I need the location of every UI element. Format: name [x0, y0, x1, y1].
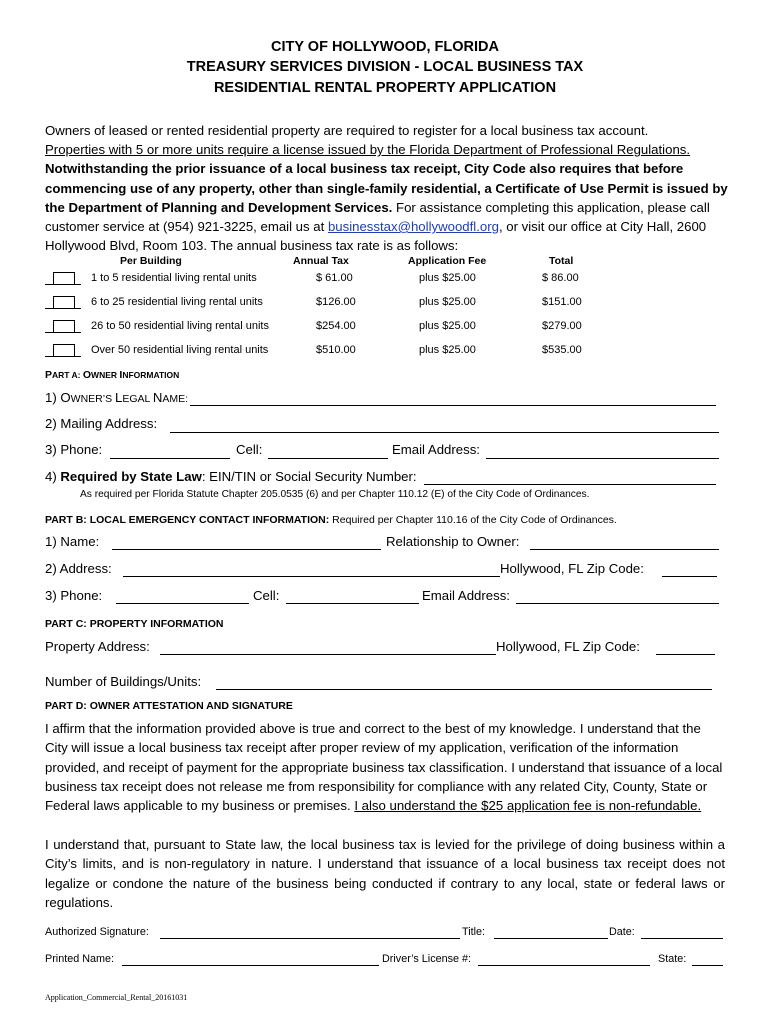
rate-fee: plus $25.00: [419, 272, 476, 284]
date-label: Date:: [609, 926, 635, 938]
intro-office: , or visit our office at City Hall, 2600 Hollywood Blvd, Room 103. The annual business tax rate is as follows:: [45, 219, 707, 254]
contact-zip-field[interactable]: [662, 576, 717, 577]
rate-fee: plus $25.00: [419, 296, 476, 308]
attestation-paragraph: I affirm that the information provided above is true and correct to the best of my knowledge. I understand that the City will issue a local business tax receipt after proper review of my application, verification of the information provided, and receipt of payment for the appropriate business tax classification. I understand that issuance of a local business tax receipt does not release me from responsibility for compliance with any related City, County, State or Federal laws applicable to my business or premises. I also understand the $25 application fee is non-refundable.: [45, 721, 723, 814]
owner-email-field[interactable]: [486, 458, 719, 459]
intro-assistance: For assistance completing this application, please call customer service at (954) 921-3225, email us at: [45, 199, 710, 235]
title-field[interactable]: [494, 938, 608, 939]
drivers-license-field[interactable]: [478, 965, 650, 966]
contact-phone-field[interactable]: [116, 603, 249, 604]
printed-name-label: Printed Name:: [45, 953, 115, 965]
rate-header-total: Total: [549, 255, 574, 267]
contact-email-field[interactable]: [516, 603, 719, 604]
ein-label: 4) Required by State Law: EIN/TIN or Social Security Number:: [45, 469, 417, 484]
intro-line-license: Properties with 5 or more units require a license issued by the Florida Department of Professional Regulations.: [45, 142, 691, 158]
footer-filename: Application_Commercial_Rental_20161031: [45, 993, 188, 1002]
contact-address-label: 2) Address:: [45, 561, 112, 576]
property-address-label: Property Address:: [45, 639, 150, 654]
signature-label: Authorized Signature:: [45, 926, 149, 938]
owner-legal-name-label: 1) OWNER’S LEGAL NAME:: [45, 390, 189, 405]
relationship-field[interactable]: [530, 549, 719, 550]
rate-header-per-building: Per Building: [120, 255, 182, 267]
owner-cell-label: Cell:: [236, 442, 263, 457]
state-label: State:: [658, 953, 687, 965]
contact-email-label: Email Address:: [422, 588, 510, 603]
rate-annual-tax: $254.00: [316, 320, 356, 332]
header-division: TREASURY SERVICES DIVISION - LOCAL BUSINESS TAX: [186, 59, 584, 75]
property-city-label: Hollywood, FL Zip Code:: [496, 639, 640, 654]
title-label: Title:: [462, 926, 485, 938]
drivers-license-label: Driver’s License #:: [382, 953, 472, 965]
rate-fee: plus $25.00: [419, 344, 476, 356]
rate-label: Over 50 residential living rental units: [91, 344, 269, 356]
ein-statute-note: As required per Florida Statute Chapter 205.0535 (6) and per Chapter 110.12 (E) of the City Code of Ordinances.: [80, 489, 590, 500]
owner-phone-label: 3) Phone:: [45, 442, 103, 457]
state-law-paragraph: I understand that, pursuant to State law, the local business tax is levied for the privilege of doing business within a City’s limits, and is non-regulatory in nature. I understand that issuance of a local business tax receipt does not legalize or condone the nature of the business being conducted if contrary to any local, state or federal laws or regulations.: [45, 837, 725, 910]
part-b-title: PART B: LOCAL EMERGENCY CONTACT INFORMATION: Required per Chapter 110.16 of the City Code of Ordinances.: [45, 514, 617, 526]
mailing-address-field[interactable]: [170, 432, 719, 433]
owner-cell-field[interactable]: [268, 458, 388, 459]
ein-field[interactable]: [424, 484, 716, 485]
rate-header-application-fee: Application Fee: [408, 255, 487, 267]
rate-header-annual-tax: Annual Tax: [293, 255, 349, 267]
rate-fee: plus $25.00: [419, 320, 476, 332]
owner-legal-name-field[interactable]: [190, 405, 716, 406]
contact-phone-label: 3) Phone:: [45, 588, 103, 603]
rate-row-1: [45, 272, 745, 292]
state-field[interactable]: [692, 965, 723, 966]
contact-address-field[interactable]: [123, 576, 500, 577]
date-field[interactable]: [641, 938, 723, 939]
contact-cell-label: Cell:: [253, 588, 280, 603]
rate-annual-tax: $126.00: [316, 296, 356, 308]
rate-row-2: [45, 296, 745, 316]
rate-total: $535.00: [542, 344, 582, 356]
part-a-title: PART A: OWNER INFORMATION: [45, 369, 180, 381]
header-form-title: RESIDENTIAL RENTAL PROPERTY APPLICATION: [213, 80, 557, 96]
owner-phone-field[interactable]: [110, 458, 230, 459]
intro-certificate-notice: Notwithstanding the prior issuance of a local business tax receipt, City Code also requires that before commencing use of any property, other than single-family residential, a Certificate of Use Permit is issued by the Department of Planning and Development Services.: [45, 161, 728, 215]
signature-field[interactable]: [160, 938, 460, 939]
mailing-address-label: 2) Mailing Address:: [45, 416, 158, 431]
rate-annual-tax: $ 61.00: [316, 272, 353, 284]
relationship-label: Relationship to Owner:: [386, 534, 520, 549]
buildings-units-label: Number of Buildings/Units:: [45, 674, 202, 689]
contact-name-label: 1) Name:: [45, 534, 100, 549]
part-c-title: PART C: PROPERTY INFORMATION: [45, 618, 224, 630]
rate-row-4: [45, 344, 745, 364]
intro-line-1: Owners of leased or rented residential property are required to register for a local business tax account.: [45, 123, 649, 138]
buildings-units-field[interactable]: [216, 689, 712, 690]
rate-total: $279.00: [542, 320, 582, 332]
part-d-title: PART D: OWNER ATTESTATION AND SIGNATURE: [45, 700, 293, 712]
printed-name-field[interactable]: [122, 965, 379, 966]
rate-label: 26 to 50 residential living rental units: [91, 320, 269, 332]
contact-name-field[interactable]: [112, 549, 381, 550]
property-zip-field[interactable]: [656, 654, 715, 655]
rate-row-3: [45, 320, 745, 340]
rate-annual-tax: $510.00: [316, 344, 356, 356]
rate-total: $151.00: [542, 296, 582, 308]
contact-cell-field[interactable]: [286, 603, 419, 604]
owner-email-label: Email Address:: [392, 442, 480, 457]
header-city: CITY OF HOLLYWOOD, FLORIDA: [271, 39, 499, 55]
rate-total: $ 86.00: [542, 272, 579, 284]
rate-label: 1 to 5 residential living rental units: [91, 272, 257, 284]
intro-text: [45, 121, 730, 255]
contact-city-label: Hollywood, FL Zip Code:: [500, 561, 644, 576]
rate-label: 6 to 25 residential living rental units: [91, 296, 263, 308]
email-link[interactable]: businesstax@hollywoodfl.org: [327, 219, 499, 235]
property-address-field[interactable]: [160, 654, 496, 655]
